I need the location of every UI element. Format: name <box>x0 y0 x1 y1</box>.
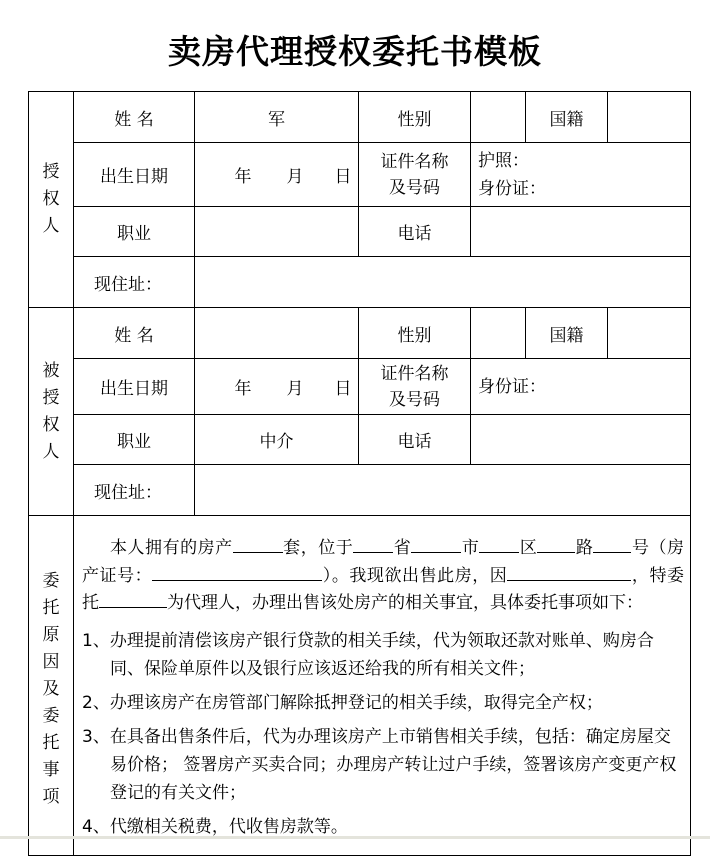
certificate-number-blank[interactable] <box>152 562 322 581</box>
section-char: 权 <box>42 189 60 209</box>
district-blank[interactable] <box>479 534 519 553</box>
authorization-form-table <box>28 91 691 856</box>
cert-label-line: 证件名称 <box>380 151 449 172</box>
section-char: 授 <box>42 387 60 408</box>
grantee-cert-label <box>359 359 471 415</box>
idcard-label: 身份证： <box>478 178 546 199</box>
grantee-job-field[interactable]: 中介 <box>195 415 359 465</box>
section-char: 人 <box>42 441 60 462</box>
section-char: 原 <box>42 625 60 645</box>
grantee-name-field[interactable] <box>195 308 359 359</box>
grantor-job-field[interactable] <box>195 207 359 257</box>
grantor-section-label <box>29 92 74 308</box>
month-label: 月 <box>286 167 304 187</box>
section-char: 授 <box>42 162 60 182</box>
intro-text: 市 <box>461 538 480 558</box>
grantor-address-field[interactable] <box>195 257 691 308</box>
grantee-gender-label: 性别 <box>359 308 471 359</box>
day-label: 日 <box>334 379 352 399</box>
grantor-address-label: 现住址： <box>74 257 195 308</box>
grantee-phone-field[interactable] <box>471 415 691 465</box>
matter-item: 1、办理提前清偿该房产银行贷款的相关手续，代为领取还款对账单、购房合同、保险单原件以及银行应该返还给我的所有相关文件； <box>82 630 654 679</box>
grantee-cert-field[interactable] <box>471 359 691 415</box>
city-blank[interactable] <box>411 534 461 553</box>
grantor-nationality-field[interactable] <box>608 92 691 143</box>
cert-label-line: 及号码 <box>389 389 440 410</box>
grantor-birth-field[interactable] <box>195 143 359 207</box>
grantor-gender-label: 性别 <box>359 92 471 143</box>
year-label: 年 <box>234 379 252 399</box>
agent-name-blank[interactable] <box>99 589 167 608</box>
grantor-phone-label: 电话 <box>359 207 471 257</box>
grantor-name-label: 姓 名 <box>74 92 195 143</box>
intro-paragraph <box>82 534 684 617</box>
intro-text: 路 <box>575 538 594 558</box>
matters-section-label <box>29 516 74 856</box>
grantee-name-label: 姓 名 <box>74 308 195 359</box>
grantee-address-label: 现住址： <box>74 465 195 516</box>
grantor-job-label: 职业 <box>74 207 195 257</box>
intro-text: 本人拥有的房产 <box>110 538 233 558</box>
matter-item: 3、在具备出售条件后，代为办理该房产上市销售相关手续，包括：确定房屋交易价格； 签署房产买卖合同；办理房产转让过户手续，签署该房产变更产权登记的有关文件； <box>82 726 677 803</box>
section-char: 委 <box>42 706 60 726</box>
grantor-nationality-label: 国籍 <box>526 92 608 143</box>
section-char: 权 <box>42 414 60 435</box>
grantor-cert-field[interactable] <box>471 143 691 207</box>
province-blank[interactable] <box>353 534 393 553</box>
cert-label-line: 证件名称 <box>380 363 449 384</box>
house-count-blank[interactable] <box>233 534 283 553</box>
grantor-name-field[interactable]: 军 <box>195 92 359 143</box>
intro-text: ）。我现欲出售此房，因 <box>322 565 508 586</box>
passport-label: 护照： <box>478 150 529 171</box>
reason-blank[interactable] <box>507 562 631 581</box>
grantee-birth-label: 出生日期 <box>74 359 195 415</box>
matter-item: 2、办理该房产在房管部门解除抵押登记的相关手续，取得完全产权； <box>82 692 603 713</box>
section-char: 委 <box>42 571 60 591</box>
intro-text: 号（房产证号： <box>82 538 685 586</box>
grantor-gender-field[interactable] <box>471 92 526 143</box>
month-label: 月 <box>286 379 304 399</box>
intro-text: 区 <box>519 538 538 558</box>
grantor-birth-label: 出生日期 <box>74 143 195 207</box>
section-char: 及 <box>42 679 60 699</box>
section-char: 托 <box>42 733 60 753</box>
grantee-nationality-field[interactable] <box>608 308 691 359</box>
intro-text: 省 <box>393 538 412 558</box>
grantee-phone-label: 电话 <box>359 415 471 465</box>
grantee-section-label <box>29 308 74 516</box>
idcard-label: 身份证： <box>478 376 546 397</box>
section-char: 托 <box>42 598 60 618</box>
grantee-job-label: 职业 <box>74 415 195 465</box>
section-char: 事 <box>42 760 60 780</box>
section-char: 因 <box>42 652 60 672</box>
intro-text: ，特委托 <box>82 565 685 613</box>
grantor-cert-label <box>359 143 471 207</box>
section-char: 被 <box>42 360 60 381</box>
grantee-address-field[interactable] <box>195 465 691 516</box>
grantee-birth-field[interactable] <box>195 359 359 415</box>
section-char: 人 <box>42 216 60 236</box>
grantee-gender-field[interactable] <box>471 308 526 359</box>
road-blank[interactable] <box>537 534 575 553</box>
grantee-nationality-label: 国籍 <box>526 308 608 359</box>
intro-text: 为代理人，办理出售该处房产的相关事宜，具体委托事项如下： <box>167 593 643 613</box>
matter-item: 4、代缴相关税费，代收售房款等。 <box>82 816 348 837</box>
number-blank[interactable] <box>593 534 631 553</box>
day-label: 日 <box>334 167 352 187</box>
grantor-phone-field[interactable] <box>471 207 691 257</box>
intro-text: 套，位于 <box>282 538 354 558</box>
year-label: 年 <box>234 167 252 187</box>
document-title: 卖房代理授权委托书模板 <box>168 32 542 71</box>
section-char: 项 <box>42 787 60 807</box>
cert-label-line: 及号码 <box>389 177 440 198</box>
matters-content <box>74 516 691 856</box>
